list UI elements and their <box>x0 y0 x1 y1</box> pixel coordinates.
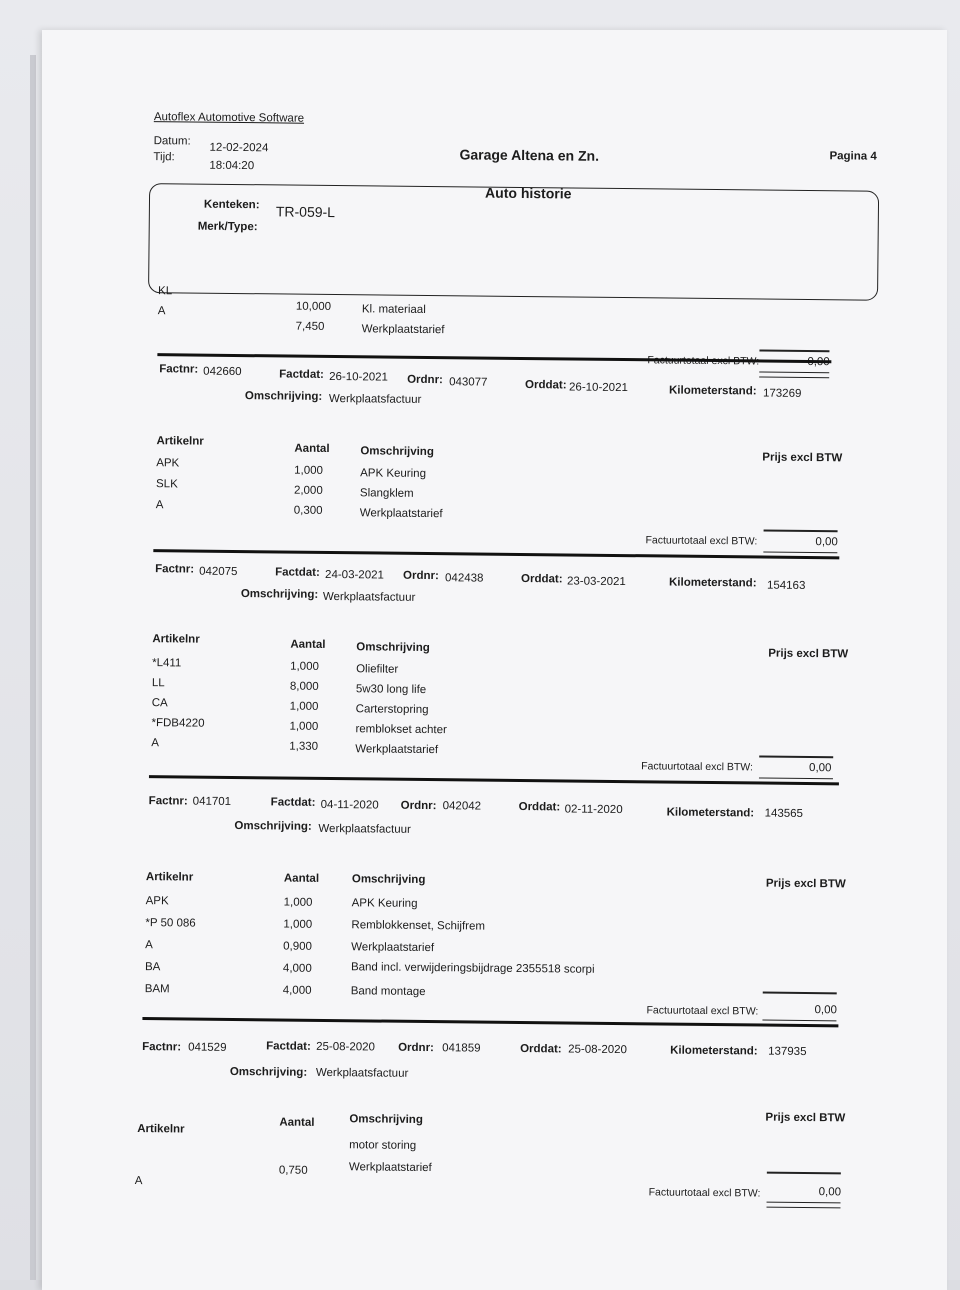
km-value: 154163 <box>766 579 806 592</box>
vehicle-info-box <box>148 183 879 301</box>
line-artikel: A <box>145 939 153 952</box>
line-omschrijving: Remblokkenset, Schijfrem <box>351 919 486 933</box>
factdat-label: Factdat: <box>279 368 324 381</box>
report-title: Auto historie <box>485 184 572 202</box>
line-artikel: A <box>151 737 160 750</box>
km-value: 173269 <box>762 387 802 400</box>
merk-type-label: Merk/Type: <box>197 220 258 234</box>
orddat-label: Orddat: <box>520 572 563 586</box>
km-label: Kilometerstand: <box>670 1044 758 1058</box>
line-artikel: BA <box>144 961 161 974</box>
col-prijs-header: Prijs excl BTW <box>765 877 846 891</box>
orddat-value: 25-08-2020 <box>568 1043 628 1057</box>
omschrijving-value: Werkplaatsfactuur <box>322 590 416 604</box>
factnr-value: 042660 <box>203 365 242 379</box>
ordnr-value: 043077 <box>449 376 488 389</box>
total-label: Factuurtotaal excl BTW: <box>641 760 754 774</box>
invoice-separator <box>142 1017 838 1027</box>
line-omschrijving: motor storing <box>349 1139 417 1152</box>
col-omschrijving-header: Omschrijving <box>351 873 426 887</box>
total-value: 0,00 <box>814 1004 838 1017</box>
line-omschrijving: Kl. materiaal <box>361 303 426 316</box>
line-aantal: 1,000 <box>294 464 324 477</box>
subtotal-rule <box>767 1172 841 1174</box>
total-value: 0,00 <box>815 536 838 549</box>
kenteken-value: TR-059-L <box>275 203 336 221</box>
factnr-value: 041529 <box>188 1041 227 1054</box>
invoice-separator <box>149 775 839 785</box>
factdat-value: 04-11-2020 <box>320 798 379 812</box>
line-artikel: APK <box>156 457 180 470</box>
line-omschrijving: Werkplaatstarief <box>348 1161 432 1175</box>
ordnr-value: 042042 <box>442 800 482 813</box>
col-aantal-header: Aantal <box>279 1116 315 1129</box>
ordnr-value: 041859 <box>442 1042 481 1055</box>
omschrijving-value: Werkplaatsfactuur <box>315 1066 409 1080</box>
ordnr-label: Ordnr: <box>398 1041 434 1055</box>
total-label: Factuurtotaal excl BTW: <box>648 1186 761 1200</box>
line-aantal: 1,000 <box>290 660 319 673</box>
ordnr-label: Ordnr: <box>407 373 443 387</box>
kenteken-label: Kenteken: <box>203 198 260 212</box>
line-omschrijving: remblokset achter <box>355 723 447 737</box>
line-omschrijving: Oliefilter <box>356 663 399 676</box>
line-aantal: 0,750 <box>278 1164 308 1177</box>
line-aantal: 1,000 <box>283 896 313 909</box>
col-omschrijving-header: Omschrijving <box>349 1113 423 1126</box>
printed-page <box>130 105 902 1243</box>
line-aantal: 1,330 <box>289 740 319 753</box>
line-artikel: A <box>155 499 164 512</box>
line-aantal: 0,300 <box>293 504 323 517</box>
total-double-rule <box>759 371 829 378</box>
line-aantal: 4,000 <box>282 962 312 975</box>
omschrijving-value: Werkplaatsfactuur <box>328 392 422 406</box>
factdat-label: Factdat: <box>270 796 316 809</box>
factnr-label: Factnr: <box>159 363 199 376</box>
line-artikel: A <box>157 305 166 318</box>
factdat-label: Factdat: <box>275 566 320 579</box>
omschrijving-label: Omschrijving: <box>240 588 319 601</box>
total-double-rule <box>766 1202 840 1209</box>
km-label: Kilometerstand: <box>666 806 755 820</box>
total-label: Factuurtotaal excl BTW: <box>645 534 758 548</box>
line-artikel: A <box>134 1174 143 1188</box>
line-aantal: 1,000 <box>289 700 319 713</box>
line-aantal: 8,000 <box>289 680 319 693</box>
line-artikel: APK <box>145 895 169 908</box>
line-aantal: 0,900 <box>283 940 313 953</box>
total-label: Factuurtotaal excl BTW: <box>646 1004 759 1018</box>
line-artikel: CA <box>151 697 168 710</box>
col-omschrijving-header: Omschrijving <box>356 641 430 655</box>
factnr-label: Factnr: <box>155 563 195 576</box>
line-omschrijving: Band montage <box>350 985 426 999</box>
datum-label: Datum: <box>153 135 191 148</box>
orddat-value: 26-10-2021 <box>569 381 628 395</box>
line-artikel: *L411 <box>152 657 182 670</box>
factnr-value: 041701 <box>192 795 232 808</box>
line-artikel: LL <box>151 677 165 690</box>
km-label: Kilometerstand: <box>668 576 757 590</box>
page-number: Pagina 4 <box>829 150 877 163</box>
line-aantal: 2,000 <box>293 484 323 497</box>
line-artikel: BAM <box>144 983 170 996</box>
line-aantal: 1,000 <box>289 720 319 733</box>
line-aantal: 10,000 <box>295 300 332 313</box>
factdat-label: Factdat: <box>266 1040 311 1053</box>
ordnr-value: 042438 <box>444 572 484 585</box>
orddat-label: Orddat: <box>518 800 561 814</box>
ordnr-label: Ordnr: <box>400 799 437 813</box>
tijd-value: 18:04:20 <box>209 159 255 173</box>
line-aantal: 4,000 <box>282 984 312 997</box>
subtotal-rule <box>759 349 829 351</box>
line-omschrijving: Slangklem <box>359 487 414 500</box>
col-artikel-header: Artikelnr <box>145 871 194 884</box>
orddat-value: 23-03-2021 <box>566 575 626 589</box>
orddat-label: Orddat: <box>525 379 567 392</box>
line-artikel: *P 50 086 <box>145 917 196 930</box>
line-aantal: 7,450 <box>295 320 325 333</box>
omschrijving-label: Omschrijving: <box>244 390 323 403</box>
line-omschrijving: Band incl. verwijderingsbijdrage 2355518 scorpi <box>350 961 595 976</box>
col-artikel-header: Artikelnr <box>137 1123 185 1136</box>
line-omschrijving: APK Keuring <box>360 467 427 480</box>
line-aantal: 1,000 <box>283 918 313 931</box>
km-value: 143565 <box>764 807 804 820</box>
orddat-value: 02-11-2020 <box>564 803 623 817</box>
col-prijs-header: Prijs excl BTW <box>762 451 843 465</box>
factdat-value: 24-03-2021 <box>325 568 384 582</box>
tijd-label: Tijd: <box>153 151 175 164</box>
factnr-label: Factnr: <box>142 1041 182 1054</box>
total-value: 0,00 <box>809 762 832 775</box>
col-omschrijving-header: Omschrijving <box>360 445 434 459</box>
factnr-label: Factnr: <box>148 795 188 808</box>
orddat-label: Orddat: <box>520 1043 562 1056</box>
factdat-value: 25-08-2020 <box>316 1040 376 1054</box>
line-omschrijving: 5w30 long life <box>355 683 427 697</box>
line-artikel: *FDB4220 <box>151 717 205 730</box>
col-prijs-header: Prijs excl BTW <box>768 647 849 661</box>
col-artikel-header: Artikelnr <box>152 633 200 646</box>
subtotal-rule <box>763 992 837 994</box>
line-artikel: KL <box>157 285 173 298</box>
line-omschrijving: APK Keuring <box>351 897 418 910</box>
omschrijving-value: Werkplaatsfactuur <box>318 822 411 836</box>
line-omschrijving: Werkplaatstarief <box>361 323 445 337</box>
software-name: Autoflex Automotive Software <box>153 111 305 125</box>
km-label: Kilometerstand: <box>668 384 757 398</box>
paper-sheet <box>42 30 947 1290</box>
col-aantal-header: Aantal <box>283 872 320 885</box>
subtotal-rule <box>764 530 838 532</box>
col-aantal-header: Aantal <box>294 442 330 455</box>
line-omschrijving: Carterstopring <box>355 703 429 717</box>
invoice-separator <box>153 549 839 559</box>
line-omschrijving: Werkplaatstarief <box>359 507 443 521</box>
km-value: 137935 <box>768 1045 807 1059</box>
company-name: Garage Altena en Zn. <box>459 146 600 164</box>
col-artikel-header: Artikelnr <box>156 435 204 448</box>
col-prijs-header: Prijs excl BTW <box>765 1111 846 1125</box>
col-aantal-header: Aantal <box>290 638 326 651</box>
subtotal-rule <box>759 755 833 757</box>
omschrijving-label: Omschrijving: <box>234 820 312 833</box>
sheet-edge <box>30 55 36 1280</box>
total-value: 0,00 <box>818 1186 842 1199</box>
ordnr-label: Ordnr: <box>403 569 439 583</box>
line-omschrijving: Werkplaatstarief <box>355 743 439 757</box>
omschrijving-label: Omschrijving: <box>229 1065 308 1079</box>
datum-value: 12-02-2024 <box>209 141 269 155</box>
factdat-value: 26-10-2021 <box>329 370 389 384</box>
line-artikel: SLK <box>155 478 178 491</box>
line-omschrijving: Werkplaatstarief <box>351 941 435 955</box>
factnr-value: 042075 <box>199 565 238 579</box>
